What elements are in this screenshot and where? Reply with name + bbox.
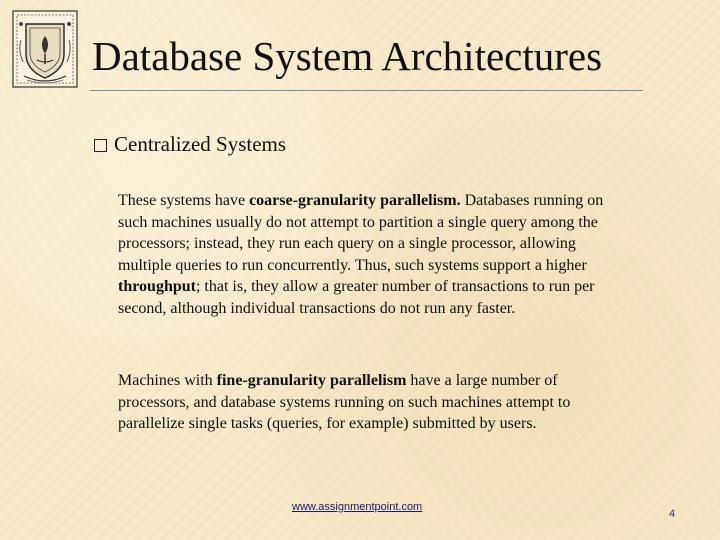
university-logo	[12, 10, 78, 88]
paragraph-fine-granularity	[118, 370, 623, 435]
section-heading-text: Centralized Systems	[114, 132, 287, 156]
slide-title: Database System Architectures	[92, 33, 603, 79]
paragraph1-middle: Databases running on such machines usually do not attempt to partition a single query among the processors; instead, they run each query on a single processor, allowing multiple queries to run concurrently. Thus, such systems support a higher	[118, 192, 604, 274]
term-throughput: throughput	[118, 278, 196, 296]
university-crest-logo	[12, 10, 78, 88]
section-heading	[94, 132, 286, 157]
paragraph1-end: ; that is, they allow a greater number of transactions to run per second, although individual transactions do not run any faster.	[118, 278, 595, 317]
page-number: 4	[669, 508, 676, 520]
term-coarse-granularity: coarse-granularity parallelism.	[249, 192, 461, 209]
paragraph1-intro: These systems have	[118, 192, 250, 209]
footer-website-link[interactable]: www.assignmentpoint.com	[292, 501, 423, 513]
paragraph2-end: have a large number of processors, and database systems running on such machines attempt to parallelize single tasks (queries, for example) submitted by users.	[118, 372, 571, 433]
checkbox-bullet-icon	[94, 139, 107, 152]
term-fine-granularity: fine-granularity parallelism	[216, 372, 407, 389]
title-divider	[90, 90, 643, 91]
paragraph-coarse-granularity	[118, 190, 623, 320]
paragraph2-intro: Machines with	[118, 372, 217, 389]
